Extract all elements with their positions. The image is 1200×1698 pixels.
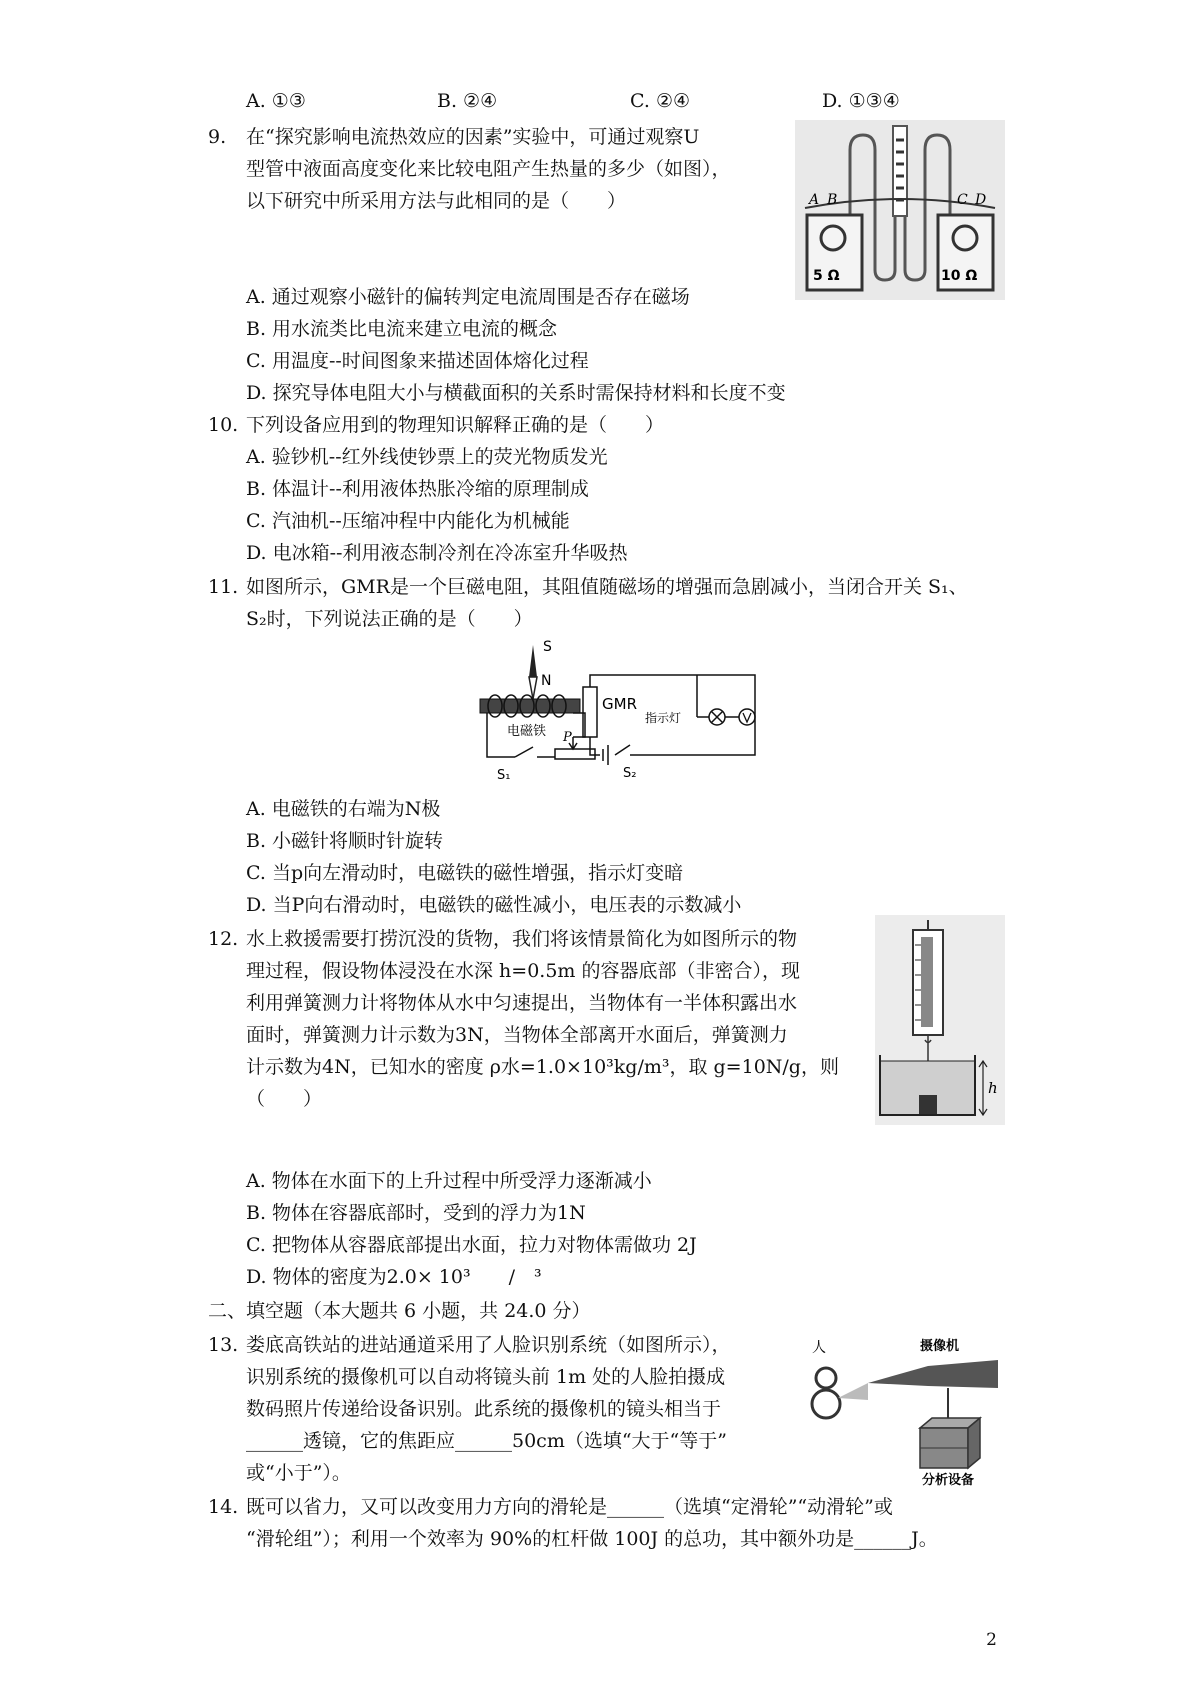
q11-option-a: A. 电磁铁的右端为N极	[246, 798, 441, 820]
q12-stem-line4: 面时，弹簧测力计示数为3N，当物体全部离开水面后，弹簧测力	[246, 1024, 788, 1046]
q11-stem-line1: 如图所示，GMR是一个巨磁电阻，其阻值随磁场的增强而急剧减小，当闭合开关 S₁、	[246, 576, 968, 598]
q9-option-a: A. 通过观察小磁针的偏转判定电流周围是否存在磁场	[246, 286, 690, 308]
q11-option-c: C. 当p向左滑动时，电磁铁的磁性增强，指示灯变暗	[246, 862, 684, 884]
q13-label-person: 人	[812, 1340, 826, 1356]
q12-stem-line6: （ ）	[246, 1088, 323, 1110]
q11-label-gmr: GMR	[602, 695, 637, 713]
q13-label-analysis-device: 分析设备	[922, 1473, 975, 1488]
q12-stem-line3: 利用弹簧测力计将物体从水中匀速提出，当物体有一半体积露出水	[246, 992, 798, 1014]
q9-number: 9.	[208, 126, 227, 148]
q9-option-b: B. 用水流类比电流来建立电流的概念	[246, 318, 558, 340]
q9-option-c: C. 用温度--时间图象来描述固体熔化过程	[246, 350, 589, 372]
q10-stem: 下列设备应用到的物理知识解释正确的是（ ）	[246, 414, 665, 436]
q10-number: 10.	[208, 414, 239, 436]
q11-label-n: N	[541, 673, 552, 689]
q13-number: 13.	[208, 1334, 239, 1356]
q9-label-d: D	[975, 192, 987, 208]
q9-label-b: B	[827, 192, 838, 208]
q9-option-d: D. 探究导体电阻大小与横截面积的关系时需保持材料和长度不变	[246, 382, 786, 404]
q11-label-electromagnet: 电磁铁	[507, 724, 547, 739]
q10-option-c: C. 汽油机--压缩冲程中内能化为机械能	[246, 510, 570, 532]
q12-stem-line2: 理过程，假设物体浸没在水深 h=0.5m 的容器底部（非密合），现	[246, 960, 800, 982]
q12-label-h: h	[988, 1079, 998, 1097]
q11-circuit-figure	[455, 637, 765, 787]
page-number: 2	[986, 1630, 997, 1650]
q11-option-b: B. 小磁针将顺时针旋转	[246, 830, 444, 852]
q12-spring-scale-figure	[875, 915, 1005, 1125]
q11-label-s1: S₁	[497, 768, 511, 783]
q13-camera-figure	[808, 1328, 1008, 1488]
q13-stem-line4: ______透镜，它的焦距应______50cm（选填“大于“等于”	[246, 1430, 727, 1452]
q11-option-d: D. 当P向右滑动时，电磁铁的磁性减小，电压表的示数减小	[246, 894, 742, 916]
q12-number: 12.	[208, 928, 239, 950]
q8-option-a: A. ①③	[246, 90, 306, 112]
q11-label-p: P	[563, 730, 572, 745]
q13-stem-line5: 或“小于”）。	[246, 1462, 351, 1484]
q9-stem-line3: 以下研究中所采用方法与此相同的是（ ）	[246, 190, 627, 212]
q11-label-s: S	[543, 639, 552, 655]
q8-option-c: C. ②④	[630, 90, 691, 112]
q10-option-a: A. 验钞机--红外线使钞票上的荧光物质发光	[246, 446, 608, 468]
section2-header: 二、填空题（本大题共 6 小题，共 24.0 分）	[208, 1300, 591, 1322]
q9-stem-line2: 型管中液面高度变化来比较电阻产生热量的多少（如图），	[246, 158, 731, 180]
q11-number: 11.	[208, 576, 239, 598]
q9-label-a: A	[809, 192, 820, 208]
q12-stem-line5: 计示数为4N，已知水的密度 ρ水=1.0×10³kg/m³，取 g=10N/g，则	[246, 1056, 839, 1078]
q9-u-tube-figure	[795, 120, 1005, 300]
q8-option-d: D. ①③④	[822, 90, 900, 112]
q14-stem-line1: 既可以省力，又可以改变用力方向的滑轮是______（选填“定滑轮”“动滑轮”或	[246, 1496, 893, 1518]
q9-stem-line1: 在“探究影响电流热效应的因素”实验中，可通过观察U	[246, 126, 700, 148]
q9-resistor-10-label: 10 Ω	[941, 268, 978, 284]
q13-stem-line1: 娄底高铁站的进站通道采用了人脸识别系统（如图所示），	[246, 1334, 731, 1356]
q9-label-c: C	[957, 192, 968, 208]
q11-label-s2: S₂	[623, 766, 637, 781]
q10-option-d: D. 电冰箱--利用液态制冷剂在冷冻室升华吸热	[246, 542, 628, 564]
q13-label-camera: 摄像机	[920, 1339, 960, 1354]
q12-stem-line1: 水上救援需要打捞沉没的货物，我们将该情景简化为如图所示的物	[246, 928, 798, 950]
q14-stem-line2: “滑轮组”）；利用一个效率为 90%的杠杆做 100J 的总功，其中额外功是______J。	[246, 1528, 938, 1550]
q10-option-b: B. 体温计--利用液体热胀冷缩的原理制成	[246, 478, 589, 500]
q14-number: 14.	[208, 1496, 239, 1518]
q12-option-c: C. 把物体从容器底部提出水面，拉力对物体需做功 2J	[246, 1234, 697, 1256]
q9-resistor-5-label: 5 Ω	[813, 268, 840, 284]
q13-stem-line3: 数码照片传递给设备识别。此系统的摄像机的镜头相当于	[246, 1398, 722, 1420]
q12-option-d: D. 物体的密度为2.0× 10³ / ³	[246, 1266, 542, 1288]
q13-stem-line2: 识别系统的摄像机可以自动将镜头前 1m 处的人脸拍摄成	[246, 1366, 726, 1388]
q8-option-b: B. ②④	[437, 90, 498, 112]
q12-option-b: B. 物体在容器底部时，受到的浮力为1N	[246, 1202, 586, 1224]
q11-label-indicator-lamp: 指示灯	[645, 711, 682, 725]
q12-option-a: A. 物体在水面下的上升过程中所受浮力逐渐减小	[246, 1170, 652, 1192]
q11-stem-line2: S₂时，下列说法正确的是（ ）	[246, 608, 533, 630]
